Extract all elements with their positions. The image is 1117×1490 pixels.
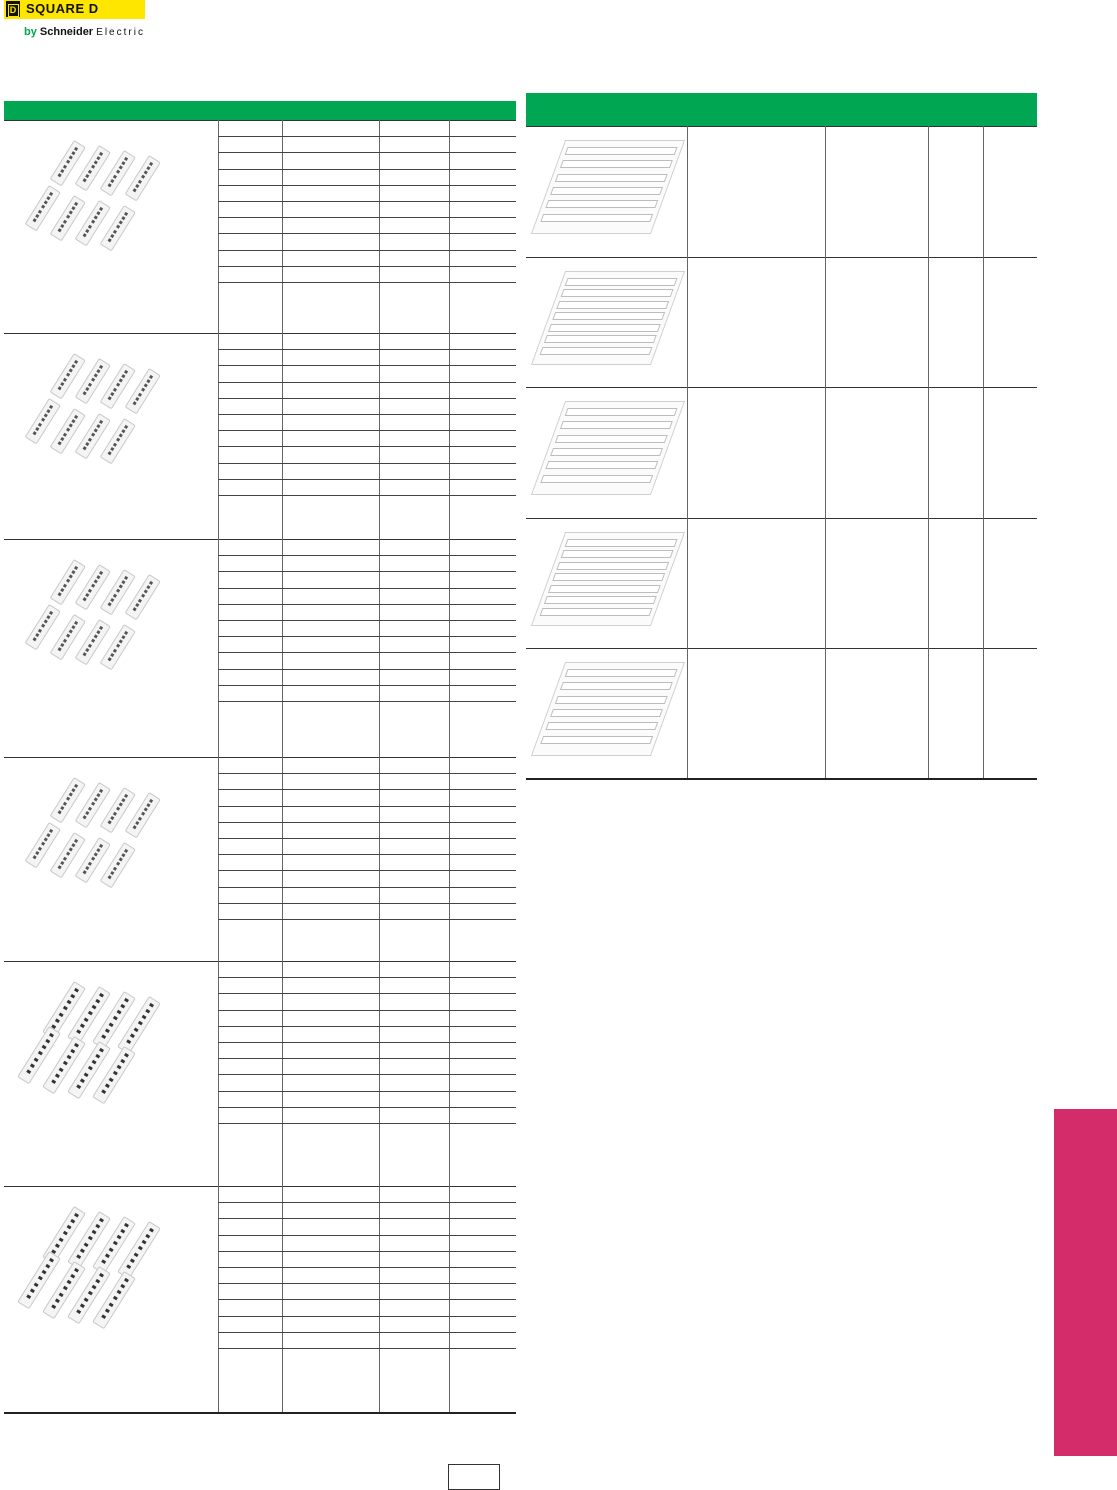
row-rule xyxy=(218,1074,516,1075)
column-divider xyxy=(983,387,984,518)
marker-row xyxy=(550,709,663,717)
marker-sheet-icon xyxy=(531,532,685,626)
marker-row xyxy=(540,608,653,616)
marker-row xyxy=(552,312,665,320)
row-rule xyxy=(218,887,516,888)
column-divider xyxy=(983,648,984,778)
column-divider xyxy=(379,757,380,961)
marker-strips-icon xyxy=(44,777,174,887)
row-rule xyxy=(218,1042,516,1043)
row-rule xyxy=(218,870,516,871)
marker-row xyxy=(565,539,678,547)
table-bottom-rule xyxy=(526,778,1037,780)
row-rule xyxy=(218,773,516,774)
column-divider xyxy=(282,333,283,539)
row-rule xyxy=(218,701,516,702)
row-rule xyxy=(218,201,516,202)
row-rule xyxy=(218,685,516,686)
schneider-tagline xyxy=(24,26,145,38)
row-rule xyxy=(218,463,516,464)
marker-row xyxy=(565,278,678,286)
marker-row xyxy=(548,585,661,593)
marker-sheet-icon xyxy=(531,271,685,365)
row-rule xyxy=(218,977,516,978)
marker-strips-icon xyxy=(44,559,174,669)
column-divider xyxy=(825,387,826,518)
column-divider xyxy=(825,648,826,778)
marker-row xyxy=(565,147,678,155)
row-separator xyxy=(526,387,1037,388)
marker-row xyxy=(560,682,673,690)
right-product-table xyxy=(526,93,1037,781)
row-rule xyxy=(218,136,516,137)
group-separator xyxy=(4,333,516,334)
row-rule xyxy=(218,1107,516,1108)
row-rule xyxy=(218,365,516,366)
row-rule xyxy=(218,854,516,855)
marker-row xyxy=(560,289,673,297)
column-divider xyxy=(449,757,450,961)
table-bottom-rule xyxy=(4,1412,516,1414)
marker-row xyxy=(560,160,673,168)
row-separator xyxy=(526,126,1037,127)
by-label: by xyxy=(24,26,37,38)
row-rule xyxy=(218,169,516,170)
column-divider xyxy=(825,126,826,257)
row-rule xyxy=(218,903,516,904)
page-number-box xyxy=(448,1464,500,1490)
marker-strips-numbered-icon xyxy=(44,1206,174,1316)
marker-row xyxy=(565,408,678,416)
column-divider xyxy=(449,333,450,539)
row-rule xyxy=(218,1299,516,1300)
row-separator xyxy=(526,518,1037,519)
row-rule xyxy=(218,1091,516,1092)
left-product-table xyxy=(4,101,516,1414)
row-rule xyxy=(218,1251,516,1252)
row-rule xyxy=(218,993,516,994)
row-rule xyxy=(218,1218,516,1219)
row-rule xyxy=(218,1348,516,1349)
row-rule xyxy=(218,1202,516,1203)
marker-row xyxy=(550,448,663,456)
brand-name: SQUARE D xyxy=(26,1,99,16)
square-d-logo xyxy=(4,0,145,44)
row-rule xyxy=(218,919,516,920)
marker-row xyxy=(555,696,668,704)
company-name: Schneider xyxy=(39,26,94,38)
row-rule xyxy=(218,152,516,153)
marker-row xyxy=(565,669,678,677)
row-rule xyxy=(218,398,516,399)
marker-row xyxy=(544,335,657,343)
row-rule xyxy=(218,555,516,556)
row-rule xyxy=(218,1283,516,1284)
marker-row xyxy=(556,301,669,309)
row-separator xyxy=(526,257,1037,258)
square-d-icon: D xyxy=(6,1,20,17)
marker-row xyxy=(555,435,668,443)
row-rule xyxy=(218,1058,516,1059)
row-rule xyxy=(218,1235,516,1236)
row-rule xyxy=(218,1026,516,1027)
column-divider xyxy=(825,518,826,648)
column-divider xyxy=(687,648,688,778)
column-divider xyxy=(983,257,984,387)
row-rule xyxy=(218,838,516,839)
row-rule xyxy=(218,233,516,234)
column-divider xyxy=(687,126,688,257)
column-divider xyxy=(928,518,929,648)
row-rule xyxy=(218,620,516,621)
row-rule xyxy=(218,1267,516,1268)
row-rule xyxy=(218,588,516,589)
marker-row xyxy=(560,550,673,558)
row-rule xyxy=(218,430,516,431)
marker-strips-icon xyxy=(44,353,174,463)
column-divider xyxy=(687,387,688,518)
marker-row xyxy=(540,347,653,355)
column-divider xyxy=(687,257,688,387)
row-rule xyxy=(218,185,516,186)
marker-row xyxy=(552,573,665,581)
marker-row xyxy=(560,421,673,429)
row-rule xyxy=(218,652,516,653)
section-tab xyxy=(1054,1109,1117,1456)
column-divider xyxy=(218,757,219,961)
group-separator xyxy=(4,961,516,962)
row-rule xyxy=(218,349,516,350)
marker-row xyxy=(544,596,657,604)
row-rule xyxy=(218,479,516,480)
marker-row xyxy=(545,722,658,730)
column-divider xyxy=(218,333,219,539)
marker-row xyxy=(540,736,653,744)
row-rule xyxy=(218,571,516,572)
row-rule xyxy=(218,636,516,637)
marker-row xyxy=(550,187,663,195)
marker-row xyxy=(540,475,653,483)
row-rule xyxy=(218,217,516,218)
marker-row xyxy=(540,214,653,222)
marker-sheet-icon xyxy=(531,401,685,495)
marker-row xyxy=(556,562,669,570)
column-divider xyxy=(928,257,929,387)
marker-row xyxy=(548,324,661,332)
row-rule xyxy=(218,1123,516,1124)
row-rule xyxy=(218,806,516,807)
row-separator xyxy=(526,648,1037,649)
row-rule xyxy=(218,382,516,383)
marker-row xyxy=(545,200,658,208)
row-rule xyxy=(218,822,516,823)
column-divider xyxy=(928,648,929,778)
row-rule xyxy=(218,446,516,447)
left-table-header xyxy=(4,101,516,120)
marker-row xyxy=(555,174,668,182)
row-rule xyxy=(218,789,516,790)
group-separator xyxy=(4,1186,516,1187)
row-rule xyxy=(218,414,516,415)
row-rule xyxy=(218,282,516,283)
row-rule xyxy=(218,604,516,605)
group-separator xyxy=(4,539,516,540)
column-divider xyxy=(825,257,826,387)
row-rule xyxy=(218,250,516,251)
marker-row xyxy=(545,461,658,469)
marker-strips-icon xyxy=(44,140,174,250)
right-table-header xyxy=(526,93,1037,126)
column-divider xyxy=(282,757,283,961)
marker-sheet-icon xyxy=(531,140,685,234)
column-divider xyxy=(928,387,929,518)
marker-sheet-icon xyxy=(531,662,685,756)
column-divider xyxy=(687,518,688,648)
row-rule xyxy=(218,1332,516,1333)
company-suffix: Electric xyxy=(96,27,145,38)
group-separator xyxy=(4,120,516,121)
row-rule xyxy=(218,669,516,670)
group-separator xyxy=(4,757,516,758)
row-rule xyxy=(218,1010,516,1011)
marker-strips-numbered-icon xyxy=(44,981,174,1091)
column-divider xyxy=(983,518,984,648)
column-divider xyxy=(379,333,380,539)
row-rule xyxy=(218,266,516,267)
column-divider xyxy=(928,126,929,257)
row-rule xyxy=(218,495,516,496)
column-divider xyxy=(983,126,984,257)
row-rule xyxy=(218,1316,516,1317)
